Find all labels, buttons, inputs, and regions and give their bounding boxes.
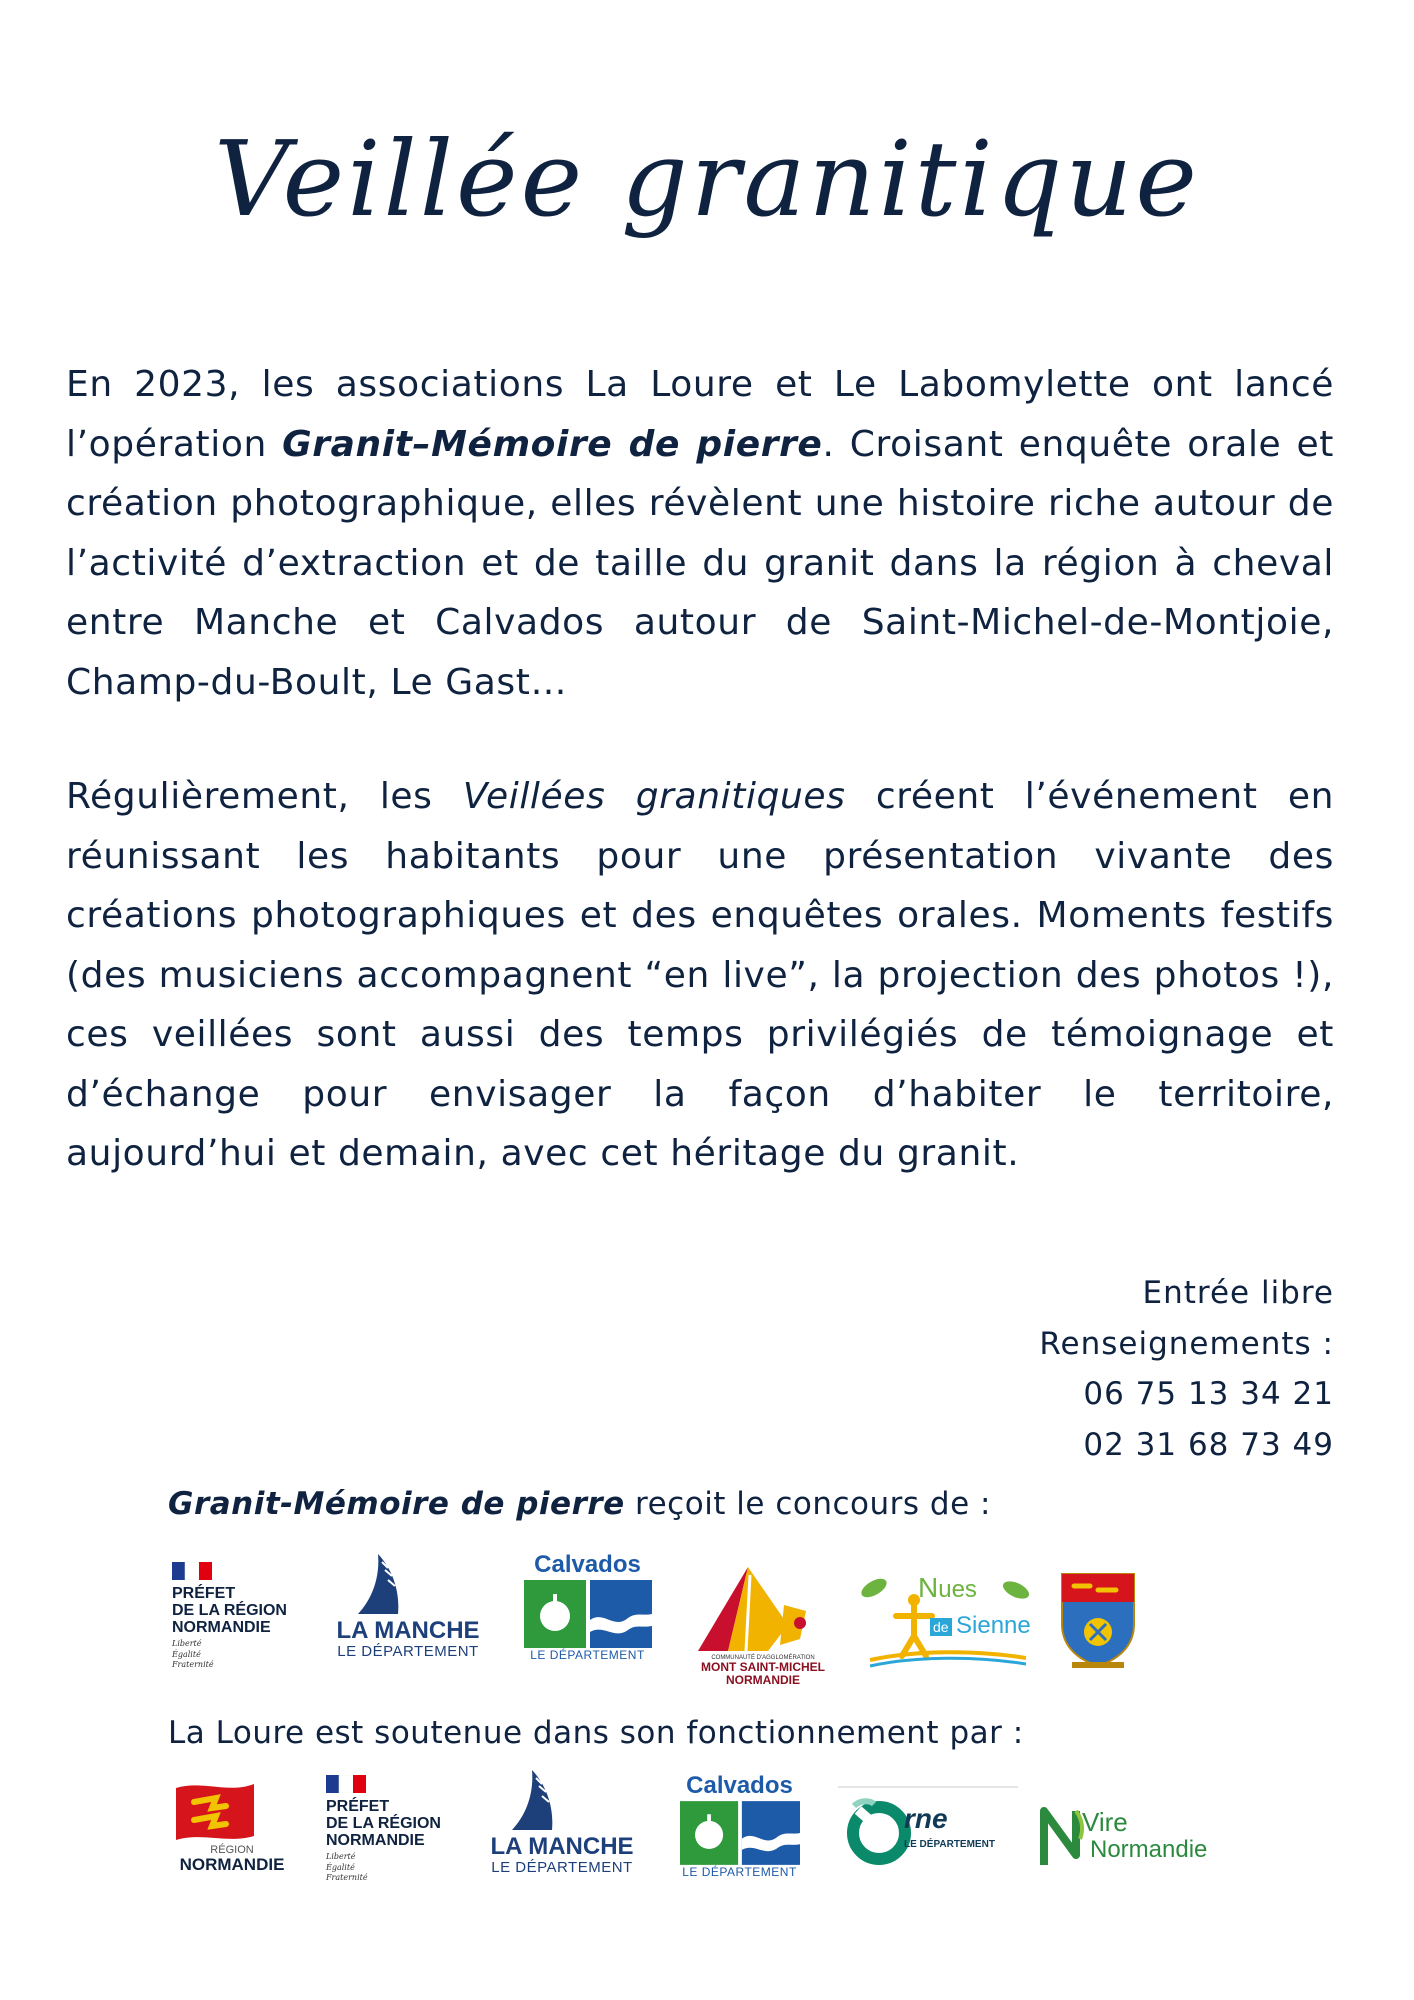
manche2-name: LA MANCHE (490, 1833, 634, 1860)
region-normandie-logo (172, 1780, 292, 1874)
mont-saint-michel-icon (688, 1565, 818, 1655)
intro-text-end: . Croisant enquête orale et création photographique, elles révèlent une histoire riche autour de l’activité d’extraction et de taille du granit dans la région à cheval entre Manche et Calvados autour de Saint-Michel-de-Montjoie, Champ-du-Boult, Le Gast… (66, 423, 1335, 703)
practical-info (1039, 1268, 1334, 1470)
noues-ues: ues (938, 1576, 977, 1603)
loure-support-text: La Loure est soutenue dans son fonctionnement par : (168, 1715, 1024, 1751)
project-support-heading (168, 1486, 991, 1522)
msm-line-2: MONT SAINT-MICHEL (701, 1660, 825, 1674)
page-title: Veillée granitique (214, 118, 1200, 240)
calvados2-sub: LE DÉPARTEMENT (682, 1865, 797, 1880)
motto-egalite: Égalité (172, 1649, 201, 1659)
project-name: Granit–Mémoire de pierre (282, 423, 823, 465)
motto-fraternite: Fraternité (172, 1660, 214, 1670)
prefet2-line-3: NORMANDIE (326, 1831, 425, 1849)
coat-of-arms-icon (1058, 1570, 1138, 1670)
motto2-egalite: Égalité (326, 1862, 355, 1872)
marianne-flag-icon-2 (326, 1775, 366, 1793)
veillees-text-end: créent l’événement en réunissant les habitants pour une présentation vivante des créations photographiques et des enquêtes orales. Moments festifs (des musiciens accompagnent “en live”, la projection des photos !), ces veillées sont aussi des temps privilégiés de témoignage et d’échange pour envisager la façon d’habiter le territoire, aujourd’hui et demain, avec cet héritage du granit. (66, 776, 1335, 1174)
vire-normandie-name: Normandie (1090, 1836, 1208, 1863)
noues-sienne: Sienne (956, 1612, 1031, 1639)
calvados-name: Calvados (534, 1551, 641, 1578)
noues-n: N (918, 1572, 939, 1603)
msm-line-1: COMMUNAUTÉ D'AGGLOMÉRATION (711, 1655, 815, 1661)
loure-support-heading (168, 1715, 1024, 1751)
calvados-logo-2 (672, 1773, 807, 1879)
noues-de: de (930, 1618, 952, 1636)
region-line-1: RÉGION (210, 1844, 254, 1856)
manche-sail-icon (318, 1552, 438, 1618)
marianne-flag-icon (172, 1562, 212, 1580)
region-line-2: NORMANDIE (179, 1855, 285, 1874)
contact-label: Renseignements : (1039, 1325, 1334, 1362)
motto2-liberte: Liberté (326, 1852, 356, 1862)
orne-sub: LE DÉPARTEMENT (904, 1839, 995, 1850)
manche-name: LA MANCHE (336, 1617, 480, 1644)
prefet-line-1: PRÉFET (172, 1585, 236, 1602)
manche-sub: LE DÉPARTEMENT (337, 1643, 479, 1661)
prefet2-line-1: PRÉFET (326, 1798, 390, 1815)
veillees-paragraph (66, 767, 1334, 1184)
prefet-normandie-logo (172, 1562, 287, 1671)
prefet-line-2: DE LA RÉGION (172, 1601, 287, 1619)
project-name-support: Granit-Mémoire de pierre (168, 1486, 625, 1522)
calvados-apple-wave-icon-2 (680, 1801, 800, 1865)
entry-info: Entrée libre (1142, 1275, 1334, 1311)
veillees-name: Veillées granitiques (462, 776, 846, 817)
noues-de-sienne-logo (856, 1570, 1036, 1670)
prefet-line-3: NORMANDIE (172, 1618, 271, 1636)
la-manche-logo-2 (472, 1768, 652, 1876)
manche2-sub: LE DÉPARTEMENT (491, 1859, 633, 1877)
motto2-fraternite: Fraternité (326, 1873, 368, 1883)
phone-number-2: 02 31 68 73 49 (1083, 1426, 1334, 1463)
msm-line-3: NORMANDIE (726, 1672, 800, 1687)
calvados2-name: Calvados (686, 1772, 793, 1799)
prefet-normandie-logo-2 (326, 1775, 441, 1884)
mont-saint-michel-logo (688, 1565, 838, 1686)
calvados-sub: LE DÉPARTEMENT (530, 1648, 645, 1663)
phone-number-1: 06 75 13 34 21 (1083, 1376, 1334, 1412)
support-text: reçoit le concours de : (624, 1486, 991, 1522)
prefet2-line-2: DE LA RÉGION (326, 1814, 441, 1832)
motto-liberte: Liberté (172, 1639, 202, 1649)
commune-coat-of-arms (1058, 1570, 1138, 1670)
orne-logo (838, 1786, 1018, 1876)
intro-paragraph (66, 355, 1334, 712)
vire-normandie-logo (1040, 1805, 1230, 1869)
calvados-logo (520, 1552, 655, 1662)
vire-name: Vire (1082, 1807, 1128, 1837)
veillees-text-start: Régulièrement, les (66, 776, 463, 817)
la-manche-logo (318, 1552, 498, 1660)
intro-text-start: En 2023, les associations La Loure et Le Labomylette ont lancé l’opération (66, 364, 1334, 465)
orne-name: rne (904, 1803, 948, 1834)
normandy-lions-flag-icon (172, 1780, 258, 1844)
calvados-apple-wave-icon (524, 1580, 652, 1648)
manche-sail-icon-2 (472, 1768, 592, 1834)
